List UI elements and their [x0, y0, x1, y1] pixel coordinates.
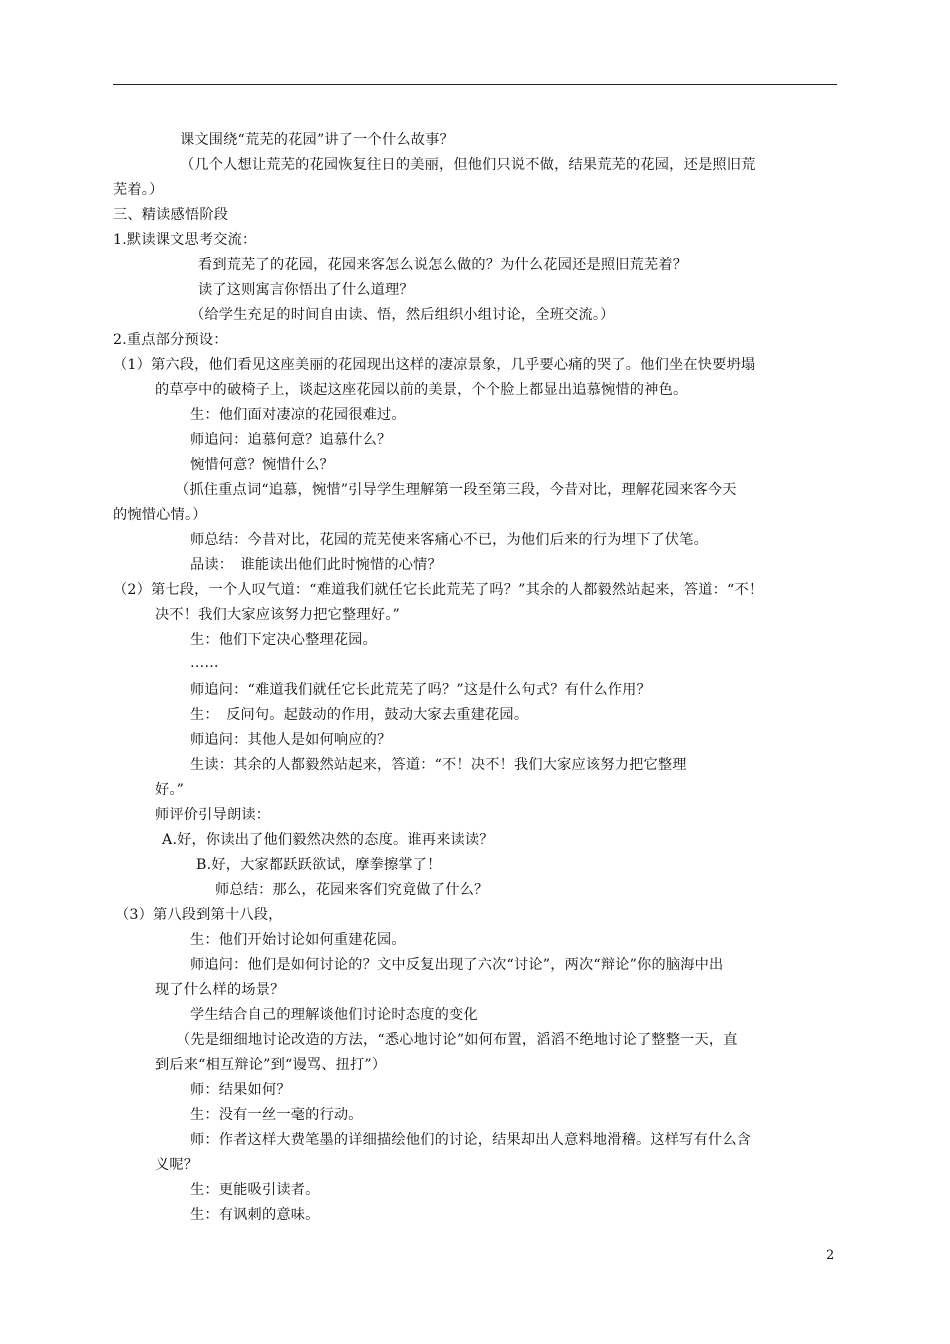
text-line: B.好，大家都跃跃欲试，摩拳擦掌了！ — [196, 857, 442, 873]
text-line: 的惋惜心情。） — [113, 507, 207, 523]
text-line: 师追问：“难道我们就任它长此荒芜了吗？”这是什么句式？有什么作用？ — [190, 682, 651, 698]
header-rule — [113, 84, 837, 85]
text-line: 好。” — [155, 782, 185, 798]
text-line: 生读：其余的人都毅然站起来，答道：“不！决不！我们大家应该努力把它整理 — [190, 757, 687, 773]
text-line: 师追问：其他人是如何响应的？ — [190, 732, 392, 748]
text-line: 师评价引导朗读： — [155, 807, 271, 823]
text-line: 读了这则寓言你悟出了什么道理？ — [198, 282, 414, 298]
text-line: 生：有讽刺的意味。 — [190, 1207, 320, 1223]
text-line: 1.默读课文思考交流： — [113, 232, 257, 248]
text-line: 师总结：今昔对比，花园的荒芜使来客痛心不已，为他们后来的行为埋下了伏笔。 — [190, 532, 708, 548]
text-line: 的草亭中的破椅子上，谈起这座花园以前的美景，个个脸上都显出追慕惋惜的神色。 — [155, 382, 688, 398]
text-line: 师总结：那么，花园来客们究竟做了什么？ — [215, 882, 489, 898]
text-line: 师：结果如何？ — [190, 1082, 291, 1098]
text-line: 惋惜何意？惋惜什么？ — [190, 457, 334, 473]
text-line: 看到荒芜了的花园，花园来客怎么说怎么做的？为什么花园还是照旧荒芜着？ — [198, 257, 688, 273]
text-line: （抓住重点词“追慕，惋惜”引导学生理解第一段至第三段，今昔对比，理解花园来客今天 — [175, 482, 737, 498]
text-line: 芜着。） — [113, 182, 164, 198]
section-heading: 三、精读感悟阶段 — [113, 207, 229, 223]
text-line: 生： 反问句。起鼓动的作用，鼓动大家去重建花园。 — [190, 707, 529, 723]
text-line: 生：他们面对凄凉的花园很难过。 — [190, 407, 406, 423]
text-line: （给学生充足的时间自由读、悟，然后组织小组讨论，全班交流。） — [190, 307, 615, 323]
text-line: 生：他们下定决心整理花园。 — [190, 632, 378, 648]
text-line: （几个人想让荒芜的花园恢复往日的美丽，但他们只说不做，结果荒芜的花园，还是照旧荒 — [180, 157, 756, 173]
page-number: 2 — [826, 1248, 835, 1263]
text-line: 课文围绕“荒芜的花园”讲了一个什么故事？ — [180, 132, 454, 148]
text-line: 生：他们开始讨论如何重建花园。 — [190, 932, 406, 948]
text-line: （2）第七段，一个人叹气道：“难道我们就任它长此荒芜了吗？”其余的人都毅然站起来，答道：“不！ — [113, 582, 764, 598]
text-line: （3）第八段到第十八段， — [115, 907, 283, 923]
text-line: 师：作者这样大费笔墨的详细描绘他们的讨论，结果却出人意料地滑稽。这样写有什么含 — [190, 1132, 752, 1148]
text-line: 师追问：追慕何意？追慕什么？ — [190, 432, 392, 448]
text-line: 生：没有一丝一毫的行动。 — [190, 1107, 363, 1123]
text-line: …… — [190, 655, 219, 671]
text-line: 现了什么样的场景？ — [155, 982, 285, 998]
text-line: 品读： 谁能读出他们此时惋惜的心情？ — [190, 557, 442, 573]
text-line: 生：更能吸引读者。 — [190, 1182, 320, 1198]
text-line: 2.重点部分预设： — [113, 332, 228, 348]
text-line: 师追问：他们是如何讨论的？文中反复出现了六次“讨论”，两次“辩论”你的脑海中出 — [190, 957, 724, 973]
text-line: A.好，你读出了他们毅然决然的态度。谁再来读读？ — [162, 832, 494, 848]
text-line: 到后来“相互辩论”到“谩骂、扭打”） — [155, 1057, 387, 1073]
text-line: （1）第六段，他们看见这座美丽的花园现出这样的凄凉景象，几乎要心痛的哭了。他们坐在快要坍塌 — [113, 357, 756, 373]
text-line: 决不！我们大家应该努力把它整理好。” — [155, 607, 400, 623]
text-line: 学生结合自己的理解谈他们讨论时态度的变化 — [190, 1007, 478, 1023]
text-line: （先是细细地讨论改造的方法，“悉心地讨论”如何布置，滔滔不绝地讨论了整整一天，直 — [176, 1032, 738, 1048]
text-line: 义呢？ — [155, 1157, 199, 1173]
